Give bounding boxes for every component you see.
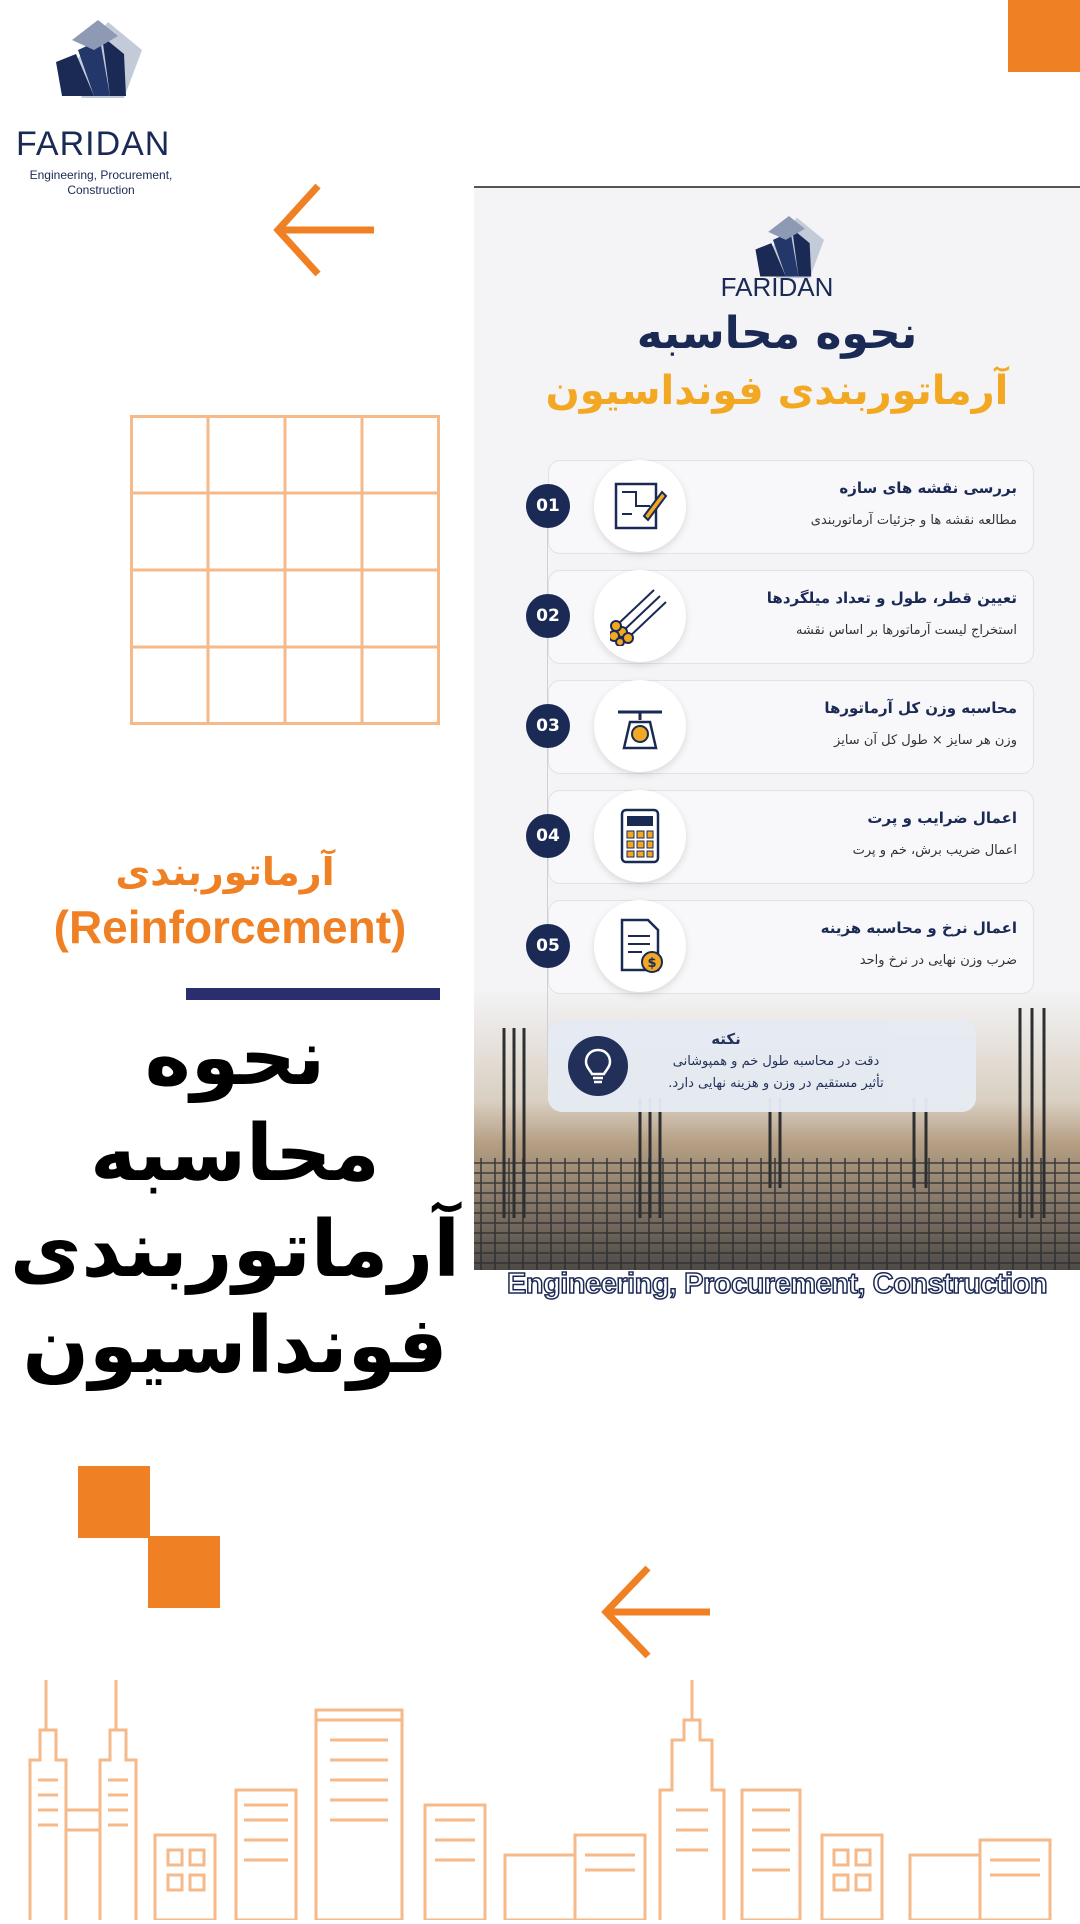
step-number: 01 <box>526 484 570 528</box>
orange-square-1 <box>78 1466 150 1538</box>
main-title-line3: فونداسیون <box>22 1301 448 1391</box>
svg-text:$: $ <box>647 956 657 971</box>
step-description: ضرب وزن نهایی در نرخ واحد <box>859 953 1017 968</box>
orange-corner-square <box>1008 0 1080 72</box>
subtitle-english: (Reinforcement) <box>53 901 407 953</box>
step-number: 05 <box>526 924 570 968</box>
main-title-line2: آرماتوربندی <box>10 1205 460 1295</box>
note-title: نکته <box>711 1030 741 1048</box>
arrow-left-icon <box>270 182 380 282</box>
note-text-line2: تأثیر مستقیم در وزن و هزینه نهایی دارد. <box>668 1076 884 1091</box>
brand-tagline <box>16 168 186 198</box>
arrow-left-icon <box>598 1564 714 1664</box>
step-title: محاسبه وزن کل آرماتورها <box>824 699 1017 717</box>
main-title <box>0 1010 470 1394</box>
step-description: وزن هر سایز × طول کل آن سایز <box>834 733 1017 748</box>
step-title: اعمال ضرایب و پرت <box>867 809 1017 827</box>
title-divider <box>186 988 440 1000</box>
infographic-panel <box>474 186 1080 1270</box>
subtitle-persian: آرماتوربندی <box>115 850 335 894</box>
faridan-logo <box>12 10 182 200</box>
panel-title-line2: آرماتوربندی فونداسیون <box>545 368 1009 414</box>
step-title: اعمال نرخ و محاسبه هزینه <box>820 919 1017 937</box>
step-number: 02 <box>526 594 570 638</box>
scale-icon <box>594 680 686 772</box>
step-title: بررسی نقشه های سازه <box>839 479 1017 497</box>
epc-footer-text: Engineering, Procurement, Construction <box>506 1268 1048 1300</box>
step-title: تعیین قطر، طول و تعداد میلگردها <box>766 589 1017 607</box>
note-text-line1: دقت در محاسبه طول خم و همپوشانی <box>672 1054 880 1069</box>
rebar-bundle-icon <box>594 570 686 662</box>
step-number: 04 <box>526 814 570 858</box>
orange-square-2 <box>148 1536 220 1608</box>
city-skyline-illustration <box>0 1680 1080 1924</box>
note-box <box>548 1020 976 1112</box>
step-description: استخراج لیست آرماتورها بر اساس نقشه <box>795 623 1017 638</box>
step-description: اعمال ضریب برش، خم و پرت <box>852 843 1017 858</box>
step-description: مطالعه نقشه ها و جزئیات آرماتوربندی <box>810 513 1017 528</box>
faridan-logo-mark-icon <box>42 10 152 110</box>
brand-name: FARIDAN <box>16 125 171 163</box>
blueprint-pencil-icon <box>594 460 686 552</box>
calculator-icon <box>594 790 686 882</box>
step-number: 03 <box>526 704 570 748</box>
panel-brand-name: FARIDAN <box>720 272 834 302</box>
main-title-line1: نحوه محاسبه <box>90 1013 380 1199</box>
brand-tagline-line2: Construction <box>67 183 135 197</box>
panel-title-line1: نحوه محاسبه <box>636 308 918 359</box>
decorative-grid <box>130 415 440 729</box>
invoice-dollar-icon <box>594 900 686 992</box>
brand-tagline-line1: Engineering, Procurement, <box>29 168 173 182</box>
